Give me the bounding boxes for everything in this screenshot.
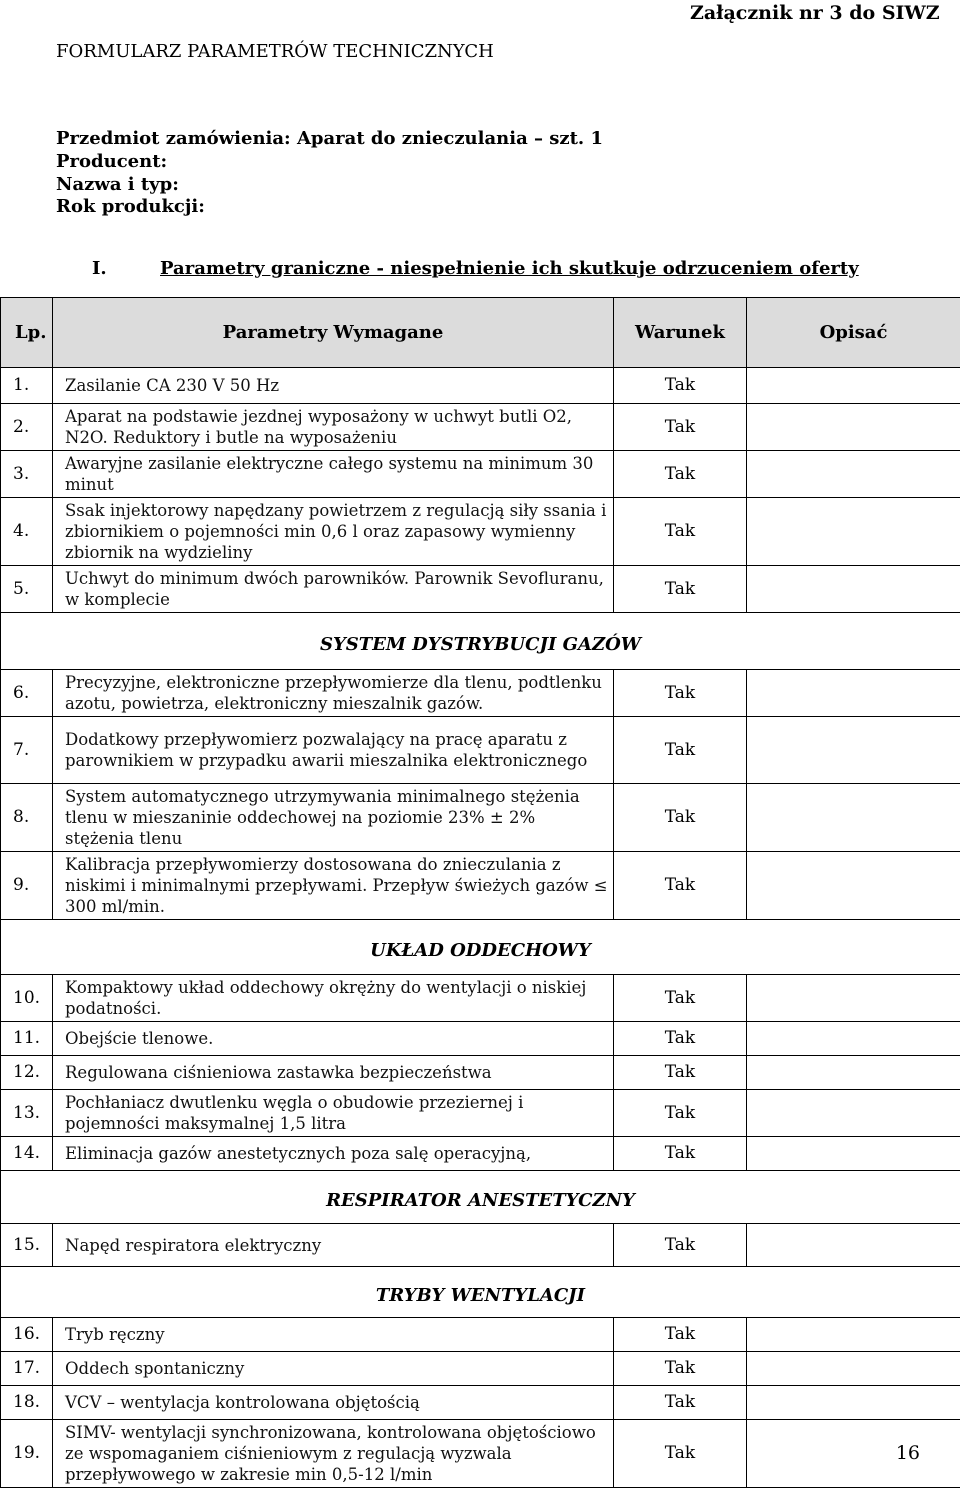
producer-label: Producent: <box>56 151 167 172</box>
row-describe[interactable] <box>747 852 960 920</box>
table-row <box>1 498 960 566</box>
row-condition: Tak <box>614 852 747 920</box>
table-row <box>1 852 960 920</box>
header-describe: Opisać <box>747 298 960 368</box>
row-number: 17. <box>1 1352 53 1386</box>
row-parameter: Kalibracja przepływomierzy dostosowana do znieczulania z niskimi i minimalnymi przepływami. Przepływ świeżych gazów ≤ 300 ml/min. <box>53 852 614 920</box>
row-describe[interactable] <box>747 1386 960 1420</box>
row-condition: Tak <box>614 451 747 498</box>
row-condition: Tak <box>614 1090 747 1137</box>
row-number: 15. <box>1 1224 53 1267</box>
row-number: 4. <box>1 498 53 566</box>
parameters-table <box>0 297 960 1488</box>
row-describe[interactable] <box>747 1224 960 1267</box>
row-parameter: Awaryjne zasilanie elektryczne całego systemu na minimum 30 minut <box>53 451 614 498</box>
row-describe[interactable] <box>747 498 960 566</box>
row-condition: Tak <box>614 566 747 613</box>
row-condition: Tak <box>614 784 747 852</box>
table-row <box>1 670 960 717</box>
row-condition: Tak <box>614 1056 747 1090</box>
table-row <box>1 717 960 784</box>
row-describe[interactable] <box>747 975 960 1022</box>
row-parameter: Napęd respiratora elektryczny <box>53 1224 614 1267</box>
table-row <box>1 404 960 451</box>
row-condition: Tak <box>614 975 747 1022</box>
row-parameter: Zasilanie CA 230 V 50 Hz <box>53 368 614 404</box>
row-number: 19. <box>1 1420 53 1488</box>
table-row <box>1 784 960 852</box>
row-number: 2. <box>1 404 53 451</box>
row-describe[interactable] <box>747 451 960 498</box>
table-row <box>1 1056 960 1090</box>
row-number: 1. <box>1 368 53 404</box>
row-parameter: Eliminacja gazów anestetycznych poza salę operacyjną, <box>53 1137 614 1171</box>
row-number: 11. <box>1 1022 53 1056</box>
row-parameter: Tryb ręczny <box>53 1318 614 1352</box>
header-lp: Lp. <box>1 298 53 368</box>
row-describe[interactable] <box>747 1056 960 1090</box>
table-row <box>1 1224 960 1267</box>
table-row <box>1 1352 960 1386</box>
table-row <box>1 368 960 404</box>
row-describe[interactable] <box>747 566 960 613</box>
table-row <box>1 975 960 1022</box>
row-condition: Tak <box>614 404 747 451</box>
table-row <box>1 1318 960 1352</box>
row-parameter: Dodatkowy przepływomierz pozwalający na pracę aparatu z parownikiem w przypadku awarii mieszalnika elektronicznego <box>53 717 614 784</box>
row-number: 8. <box>1 784 53 852</box>
row-parameter: Kompaktowy układ oddechowy okrężny do wentylacji o niskiej podatności. <box>53 975 614 1022</box>
row-condition: Tak <box>614 1137 747 1171</box>
row-parameter: System automatycznego utrzymywania minimalnego stężenia tlenu w mieszaninie oddechowej na poziomie 23% ± 2% stężenia tlenu <box>53 784 614 852</box>
row-number: 12. <box>1 1056 53 1090</box>
row-number: 16. <box>1 1318 53 1352</box>
row-number: 9. <box>1 852 53 920</box>
row-describe[interactable] <box>747 1352 960 1386</box>
row-number: 14. <box>1 1137 53 1171</box>
row-parameter: Uchwyt do minimum dwóch parowników. Parownik Sevofluranu, w komplecie <box>53 566 614 613</box>
row-parameter: Aparat na podstawie jezdnej wyposażony w uchwyt butli O2, N2O. Reduktory i butle na wyposażeniu <box>53 404 614 451</box>
row-parameter: Oddech spontaniczny <box>53 1352 614 1386</box>
section-header: SYSTEM DYSTRYBUCJI GAZÓW <box>1 613 960 670</box>
row-number: 6. <box>1 670 53 717</box>
row-describe[interactable] <box>747 670 960 717</box>
row-condition: Tak <box>614 1386 747 1420</box>
table-row <box>1 1022 960 1056</box>
section-header-row <box>1 613 960 670</box>
row-number: 7. <box>1 717 53 784</box>
row-condition: Tak <box>614 717 747 784</box>
row-condition: Tak <box>614 368 747 404</box>
row-condition: Tak <box>614 1022 747 1056</box>
row-parameter: Regulowana ciśnieniowa zastawka bezpieczeństwa <box>53 1056 614 1090</box>
row-describe[interactable] <box>747 1420 960 1488</box>
row-describe[interactable] <box>747 368 960 404</box>
table-row <box>1 1090 960 1137</box>
row-number: 13. <box>1 1090 53 1137</box>
form-title: FORMULARZ PARAMETRÓW TECHNICZNYCH <box>56 41 494 62</box>
section-header-row <box>1 920 960 975</box>
row-describe[interactable] <box>747 784 960 852</box>
row-parameter: Ssak injektorowy napędzany powietrzem z regulacją siły ssania i zbiornikiem o pojemności min 0,6 l oraz zapasowy wymienny zbiornik na wydzieliny <box>53 498 614 566</box>
row-condition: Tak <box>614 1224 747 1267</box>
row-parameter: Obejście tlenowe. <box>53 1022 614 1056</box>
year-label: Rok produkcji: <box>56 196 205 217</box>
section-title: Parametry graniczne - niespełnienie ich skutkuje odrzuceniem oferty <box>160 258 859 279</box>
row-number: 10. <box>1 975 53 1022</box>
row-condition: Tak <box>614 670 747 717</box>
row-condition: Tak <box>614 1318 747 1352</box>
header-params: Parametry Wymagane <box>53 298 614 368</box>
row-parameter: Precyzyjne, elektroniczne przepływomierze dla tlenu, podtlenku azotu, powietrza, elektroniczny mieszalnik gazów. <box>53 670 614 717</box>
table-row <box>1 1386 960 1420</box>
attachment-label: Załącznik nr 3 do SIWZ <box>690 2 940 24</box>
section-header-row <box>1 1171 960 1224</box>
section-header: TRYBY WENTYLACJI <box>1 1267 960 1318</box>
table-row <box>1 1137 960 1171</box>
section-header: UKŁAD ODDECHOWY <box>1 920 960 975</box>
table-row <box>1 451 960 498</box>
row-describe[interactable] <box>747 1137 960 1171</box>
row-condition: Tak <box>614 1420 747 1488</box>
row-number: 3. <box>1 451 53 498</box>
row-number: 18. <box>1 1386 53 1420</box>
section-header-row <box>1 1267 960 1318</box>
subject-line: Przedmiot zamówienia: Aparat do znieczulania – szt. 1 <box>56 128 603 149</box>
section-roman: I. <box>92 258 107 279</box>
table-header-row <box>1 298 960 368</box>
row-describe[interactable] <box>747 1022 960 1056</box>
row-describe[interactable] <box>747 1090 960 1137</box>
table-row <box>1 1420 960 1488</box>
section-header: RESPIRATOR ANESTETYCZNY <box>1 1171 960 1224</box>
name-type-label: Nazwa i typ: <box>56 174 179 195</box>
row-parameter: VCV – wentylacja kontrolowana objętością <box>53 1386 614 1420</box>
row-parameter: SIMV- wentylacji synchronizowana, kontrolowana objętościowo ze wspomaganiem ciśnieniowym z regulacją wyzwala przepływowego w zakresie min 0,5-12 l/min <box>53 1420 614 1488</box>
header-condition: Warunek <box>614 298 747 368</box>
row-describe[interactable] <box>747 1318 960 1352</box>
row-number: 5. <box>1 566 53 613</box>
row-condition: Tak <box>614 1352 747 1386</box>
page-number: 16 <box>896 1442 920 1464</box>
table-row <box>1 566 960 613</box>
row-parameter: Pochłaniacz dwutlenku węgla o obudowie przeziernej i pojemności maksymalnej 1,5 litra <box>53 1090 614 1137</box>
row-describe[interactable] <box>747 404 960 451</box>
row-describe[interactable] <box>747 717 960 784</box>
row-condition: Tak <box>614 498 747 566</box>
